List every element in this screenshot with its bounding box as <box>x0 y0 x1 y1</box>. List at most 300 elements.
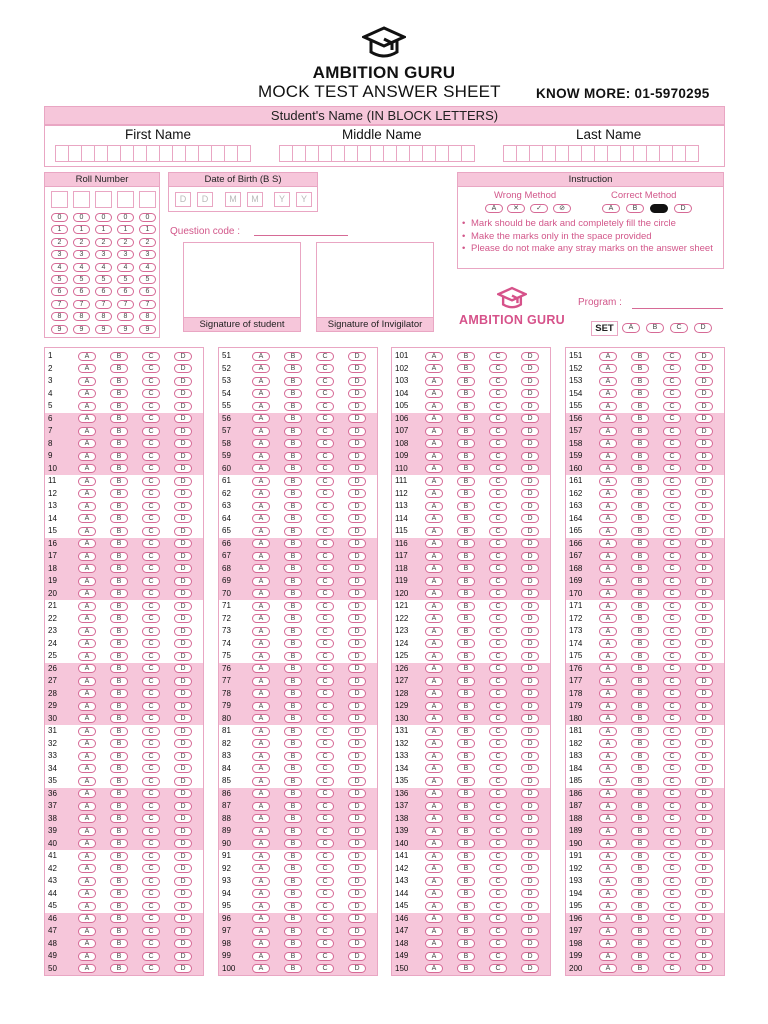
option-a-bubble[interactable]: A <box>425 614 443 623</box>
option-a-bubble[interactable]: A <box>599 389 617 398</box>
option-b-bubble[interactable]: B <box>284 752 302 761</box>
option-b-bubble[interactable]: B <box>457 514 475 523</box>
option-b-bubble[interactable]: B <box>457 939 475 948</box>
option-c-bubble[interactable]: C <box>489 752 507 761</box>
option-b-bubble[interactable]: B <box>631 689 649 698</box>
option-d-bubble[interactable]: D <box>348 939 366 948</box>
option-c-bubble[interactable]: C <box>142 639 160 648</box>
option-a-bubble[interactable]: A <box>252 964 270 973</box>
option-d-bubble[interactable]: D <box>695 489 713 498</box>
option-d-bubble[interactable]: D <box>348 802 366 811</box>
option-c-bubble[interactable]: C <box>316 739 334 748</box>
option-c-bubble[interactable]: C <box>663 702 681 711</box>
option-b-bubble[interactable]: B <box>284 577 302 586</box>
option-a-bubble[interactable]: A <box>78 827 96 836</box>
option-a-bubble[interactable]: A <box>252 427 270 436</box>
option-a-bubble[interactable]: A <box>252 389 270 398</box>
option-b-bubble[interactable]: B <box>457 852 475 861</box>
option-c-bubble[interactable]: C <box>142 889 160 898</box>
option-b-bubble[interactable]: B <box>110 677 128 686</box>
option-d-bubble[interactable]: D <box>521 739 539 748</box>
option-a-bubble[interactable]: A <box>425 739 443 748</box>
letter-box[interactable] <box>107 145 121 162</box>
option-c-bubble[interactable]: C <box>316 377 334 386</box>
option-a-bubble[interactable]: A <box>78 664 96 673</box>
option-a-bubble[interactable]: A <box>78 577 96 586</box>
option-d-bubble[interactable]: D <box>174 452 192 461</box>
option-b-bubble[interactable]: B <box>457 439 475 448</box>
option-b-bubble[interactable]: B <box>110 689 128 698</box>
option-d-bubble[interactable]: D <box>521 852 539 861</box>
option-b-bubble[interactable]: B <box>110 927 128 936</box>
option-d-bubble[interactable]: D <box>695 964 713 973</box>
option-c-bubble[interactable]: C <box>663 552 681 561</box>
option-c-bubble[interactable]: C <box>663 964 681 973</box>
option-b-bubble[interactable]: B <box>284 727 302 736</box>
option-a-bubble[interactable]: A <box>78 852 96 861</box>
option-c-bubble[interactable]: C <box>142 764 160 773</box>
option-d-bubble[interactable]: D <box>348 552 366 561</box>
roll-digit-bubble[interactable]: 3 <box>51 250 68 259</box>
roll-digit-bubble[interactable]: 3 <box>73 250 90 259</box>
option-a-bubble[interactable]: A <box>252 477 270 486</box>
option-c-bubble[interactable]: C <box>489 377 507 386</box>
option-a-bubble[interactable]: A <box>599 964 617 973</box>
roll-digit-bubble[interactable]: 1 <box>51 225 68 234</box>
option-a-bubble[interactable]: A <box>78 452 96 461</box>
letter-box[interactable] <box>461 145 475 162</box>
letter-box[interactable] <box>685 145 699 162</box>
option-d-bubble[interactable]: D <box>695 739 713 748</box>
option-b-bubble[interactable]: B <box>457 889 475 898</box>
option-a-bubble[interactable]: A <box>599 514 617 523</box>
option-d-bubble[interactable]: D <box>174 502 192 511</box>
option-d-bubble[interactable]: D <box>174 614 192 623</box>
option-d-bubble[interactable]: D <box>695 627 713 636</box>
option-c-bubble[interactable]: C <box>489 677 507 686</box>
option-a-bubble[interactable]: A <box>425 602 443 611</box>
option-b-bubble[interactable]: B <box>284 764 302 773</box>
option-d-bubble[interactable]: D <box>174 589 192 598</box>
option-a-bubble[interactable]: A <box>425 752 443 761</box>
option-c-bubble[interactable]: C <box>663 927 681 936</box>
option-d-bubble[interactable]: D <box>521 902 539 911</box>
option-b-bubble[interactable]: B <box>284 627 302 636</box>
roll-digit-bubble[interactable]: 5 <box>139 275 156 284</box>
option-b-bubble[interactable]: B <box>284 677 302 686</box>
option-b-bubble[interactable]: B <box>457 964 475 973</box>
option-d-bubble[interactable]: D <box>695 639 713 648</box>
option-d-bubble[interactable]: D <box>695 939 713 948</box>
option-c-bubble[interactable]: C <box>142 914 160 923</box>
option-a-bubble[interactable]: A <box>425 727 443 736</box>
option-b-bubble[interactable]: B <box>284 789 302 798</box>
option-a-bubble[interactable]: A <box>599 864 617 873</box>
letter-box[interactable] <box>344 145 358 162</box>
option-c-bubble[interactable]: C <box>316 777 334 786</box>
option-d-bubble[interactable]: D <box>521 377 539 386</box>
option-d-bubble[interactable]: D <box>695 589 713 598</box>
option-c-bubble[interactable]: C <box>489 902 507 911</box>
option-b-bubble[interactable]: B <box>457 352 475 361</box>
option-d-bubble[interactable]: D <box>348 527 366 536</box>
option-c-bubble[interactable]: C <box>489 464 507 473</box>
option-a-bubble[interactable]: A <box>425 514 443 523</box>
option-a-bubble[interactable]: A <box>425 689 443 698</box>
option-a-bubble[interactable]: A <box>252 364 270 373</box>
option-d-bubble[interactable]: D <box>521 677 539 686</box>
option-a-bubble[interactable]: A <box>599 752 617 761</box>
option-c-bubble[interactable]: C <box>489 539 507 548</box>
option-c-bubble[interactable]: C <box>316 877 334 886</box>
option-d-bubble[interactable]: D <box>521 702 539 711</box>
option-b-bubble[interactable]: B <box>284 652 302 661</box>
option-b-bubble[interactable]: B <box>631 414 649 423</box>
option-a-bubble[interactable]: A <box>252 652 270 661</box>
roll-digit-bubble[interactable]: 7 <box>51 300 68 309</box>
option-c-bubble[interactable]: C <box>316 852 334 861</box>
option-b-bubble[interactable]: B <box>631 389 649 398</box>
option-a-bubble[interactable]: A <box>425 814 443 823</box>
option-b-bubble[interactable]: B <box>284 489 302 498</box>
option-c-bubble[interactable]: C <box>142 852 160 861</box>
question-code-field[interactable] <box>254 235 348 236</box>
option-b-bubble[interactable]: B <box>631 577 649 586</box>
letter-box[interactable] <box>331 145 345 162</box>
option-c-bubble[interactable]: C <box>316 552 334 561</box>
option-a-bubble[interactable]: A <box>599 827 617 836</box>
option-a-bubble[interactable]: A <box>425 589 443 598</box>
option-c-bubble[interactable]: C <box>316 814 334 823</box>
option-a-bubble[interactable]: A <box>425 627 443 636</box>
option-d-bubble[interactable]: D <box>695 664 713 673</box>
option-c-bubble[interactable]: C <box>142 564 160 573</box>
dob-digit-box[interactable]: M <box>247 192 263 207</box>
option-d-bubble[interactable]: D <box>695 952 713 961</box>
roll-digit-bubble[interactable]: 8 <box>95 312 112 321</box>
option-a-bubble[interactable]: A <box>599 939 617 948</box>
option-b-bubble[interactable]: B <box>110 764 128 773</box>
option-a-bubble[interactable]: A <box>252 889 270 898</box>
option-d-bubble[interactable]: D <box>174 677 192 686</box>
option-b-bubble[interactable]: B <box>284 602 302 611</box>
letter-box[interactable] <box>607 145 621 162</box>
first-name-boxes[interactable] <box>55 145 250 162</box>
roll-digit-bubble[interactable]: 2 <box>139 238 156 247</box>
set-option-c[interactable]: C <box>670 323 688 333</box>
option-b-bubble[interactable]: B <box>110 502 128 511</box>
option-b-bubble[interactable]: B <box>457 877 475 886</box>
option-c-bubble[interactable]: C <box>489 614 507 623</box>
option-c-bubble[interactable]: C <box>489 702 507 711</box>
option-b-bubble[interactable]: B <box>631 914 649 923</box>
option-c-bubble[interactable]: C <box>663 539 681 548</box>
letter-box[interactable] <box>503 145 517 162</box>
option-d-bubble[interactable]: D <box>348 964 366 973</box>
option-a-bubble[interactable]: A <box>599 364 617 373</box>
option-b-bubble[interactable]: B <box>457 564 475 573</box>
option-b-bubble[interactable]: B <box>457 464 475 473</box>
letter-box[interactable] <box>396 145 410 162</box>
letter-box[interactable] <box>409 145 423 162</box>
option-a-bubble[interactable]: A <box>425 927 443 936</box>
option-b-bubble[interactable]: B <box>110 889 128 898</box>
option-a-bubble[interactable]: A <box>252 852 270 861</box>
letter-box[interactable] <box>159 145 173 162</box>
option-d-bubble[interactable]: D <box>521 614 539 623</box>
option-b-bubble[interactable]: B <box>631 514 649 523</box>
option-b-bubble[interactable]: B <box>631 602 649 611</box>
option-a-bubble[interactable]: A <box>252 414 270 423</box>
option-d-bubble[interactable]: D <box>174 939 192 948</box>
option-a-bubble[interactable]: A <box>252 614 270 623</box>
option-a-bubble[interactable]: A <box>425 452 443 461</box>
option-a-bubble[interactable]: A <box>252 702 270 711</box>
option-c-bubble[interactable]: C <box>489 627 507 636</box>
option-a-bubble[interactable]: A <box>599 477 617 486</box>
option-a-bubble[interactable]: A <box>78 477 96 486</box>
option-b-bubble[interactable]: B <box>284 414 302 423</box>
option-d-bubble[interactable]: D <box>348 914 366 923</box>
roll-digit-bubble[interactable]: 5 <box>51 275 68 284</box>
option-c-bubble[interactable]: C <box>142 552 160 561</box>
option-c-bubble[interactable]: C <box>316 764 334 773</box>
option-a-bubble[interactable]: A <box>425 577 443 586</box>
option-c-bubble[interactable]: C <box>142 389 160 398</box>
option-d-bubble[interactable]: D <box>695 427 713 436</box>
option-d-bubble[interactable]: D <box>348 564 366 573</box>
option-a-bubble[interactable]: A <box>78 589 96 598</box>
option-a-bubble[interactable]: A <box>252 639 270 648</box>
option-b-bubble[interactable]: B <box>631 552 649 561</box>
option-d-bubble[interactable]: D <box>695 777 713 786</box>
option-b-bubble[interactable]: B <box>631 739 649 748</box>
option-a-bubble[interactable]: A <box>599 352 617 361</box>
option-d-bubble[interactable]: D <box>348 502 366 511</box>
option-a-bubble[interactable]: A <box>78 364 96 373</box>
option-a-bubble[interactable]: A <box>78 889 96 898</box>
option-d-bubble[interactable]: D <box>521 952 539 961</box>
option-a-bubble[interactable]: A <box>78 564 96 573</box>
option-d-bubble[interactable]: D <box>174 427 192 436</box>
option-b-bubble[interactable]: B <box>110 402 128 411</box>
option-c-bubble[interactable]: C <box>142 464 160 473</box>
option-c-bubble[interactable]: C <box>663 864 681 873</box>
option-b-bubble[interactable]: B <box>110 714 128 723</box>
letter-box[interactable] <box>198 145 212 162</box>
option-a-bubble[interactable]: A <box>599 489 617 498</box>
option-a-bubble[interactable]: A <box>78 927 96 936</box>
option-a-bubble[interactable]: A <box>425 377 443 386</box>
option-c-bubble[interactable]: C <box>663 652 681 661</box>
option-a-bubble[interactable]: A <box>78 702 96 711</box>
option-c-bubble[interactable]: C <box>663 464 681 473</box>
roll-digit-bubble[interactable]: 4 <box>117 263 134 272</box>
option-b-bubble[interactable]: B <box>110 802 128 811</box>
option-d-bubble[interactable]: D <box>348 614 366 623</box>
option-b-bubble[interactable]: B <box>631 964 649 973</box>
option-d-bubble[interactable]: D <box>521 477 539 486</box>
option-c-bubble[interactable]: C <box>489 639 507 648</box>
option-c-bubble[interactable]: C <box>663 427 681 436</box>
option-d-bubble[interactable]: D <box>348 539 366 548</box>
middle-name-boxes[interactable] <box>279 145 474 162</box>
set-option-b[interactable]: B <box>646 323 664 333</box>
option-b-bubble[interactable]: B <box>631 377 649 386</box>
option-d-bubble[interactable]: D <box>521 889 539 898</box>
option-b-bubble[interactable]: B <box>631 364 649 373</box>
letter-box[interactable] <box>224 145 238 162</box>
option-b-bubble[interactable]: B <box>284 614 302 623</box>
option-d-bubble[interactable]: D <box>174 389 192 398</box>
option-d-bubble[interactable]: D <box>695 452 713 461</box>
option-d-bubble[interactable]: D <box>695 914 713 923</box>
option-a-bubble[interactable]: A <box>425 564 443 573</box>
option-c-bubble[interactable]: C <box>316 452 334 461</box>
option-b-bubble[interactable]: B <box>284 477 302 486</box>
option-b-bubble[interactable]: B <box>457 727 475 736</box>
option-a-bubble[interactable]: A <box>78 814 96 823</box>
roll-digit-bubble[interactable]: 5 <box>73 275 90 284</box>
option-d-bubble[interactable]: D <box>521 727 539 736</box>
option-d-bubble[interactable]: D <box>348 627 366 636</box>
option-d-bubble[interactable]: D <box>521 764 539 773</box>
option-c-bubble[interactable]: C <box>489 352 507 361</box>
option-b-bubble[interactable]: B <box>631 902 649 911</box>
roll-digit-bubble[interactable]: 6 <box>95 287 112 296</box>
option-d-bubble[interactable]: D <box>348 677 366 686</box>
option-c-bubble[interactable]: C <box>489 964 507 973</box>
option-d-bubble[interactable]: D <box>348 777 366 786</box>
option-c-bubble[interactable]: C <box>142 727 160 736</box>
option-b-bubble[interactable]: B <box>110 489 128 498</box>
option-c-bubble[interactable]: C <box>489 714 507 723</box>
roll-digit-bubble[interactable]: 0 <box>73 213 90 222</box>
roll-digit-box[interactable] <box>117 191 134 208</box>
option-d-bubble[interactable]: D <box>174 639 192 648</box>
option-c-bubble[interactable]: C <box>489 552 507 561</box>
option-d-bubble[interactable]: D <box>521 564 539 573</box>
option-a-bubble[interactable]: A <box>252 877 270 886</box>
option-c-bubble[interactable]: C <box>489 864 507 873</box>
option-d-bubble[interactable]: D <box>348 402 366 411</box>
option-a-bubble[interactable]: A <box>78 727 96 736</box>
option-a-bubble[interactable]: A <box>599 627 617 636</box>
option-b-bubble[interactable]: B <box>631 852 649 861</box>
option-a-bubble[interactable]: A <box>252 927 270 936</box>
option-a-bubble[interactable]: A <box>78 802 96 811</box>
option-c-bubble[interactable]: C <box>316 927 334 936</box>
option-c-bubble[interactable]: C <box>316 652 334 661</box>
option-c-bubble[interactable]: C <box>316 677 334 686</box>
option-d-bubble[interactable]: D <box>521 352 539 361</box>
option-a-bubble[interactable]: A <box>78 752 96 761</box>
option-d-bubble[interactable]: D <box>348 814 366 823</box>
option-c-bubble[interactable]: C <box>142 664 160 673</box>
option-c-bubble[interactable]: C <box>489 489 507 498</box>
option-a-bubble[interactable]: A <box>78 864 96 873</box>
option-c-bubble[interactable]: C <box>142 789 160 798</box>
option-a-bubble[interactable]: A <box>252 527 270 536</box>
option-c-bubble[interactable]: C <box>663 389 681 398</box>
option-c-bubble[interactable]: C <box>316 477 334 486</box>
option-b-bubble[interactable]: B <box>457 627 475 636</box>
option-a-bubble[interactable]: A <box>252 727 270 736</box>
option-b-bubble[interactable]: B <box>284 864 302 873</box>
roll-digit-bubble[interactable]: 0 <box>95 213 112 222</box>
roll-digit-bubble[interactable]: 7 <box>73 300 90 309</box>
option-a-bubble[interactable]: A <box>599 714 617 723</box>
option-a-bubble[interactable]: A <box>425 889 443 898</box>
letter-box[interactable] <box>279 145 293 162</box>
option-b-bubble[interactable]: B <box>284 714 302 723</box>
option-b-bubble[interactable]: B <box>110 527 128 536</box>
option-a-bubble[interactable]: A <box>425 427 443 436</box>
option-c-bubble[interactable]: C <box>142 539 160 548</box>
option-a-bubble[interactable]: A <box>599 402 617 411</box>
option-c-bubble[interactable]: C <box>142 402 160 411</box>
option-a-bubble[interactable]: A <box>599 552 617 561</box>
option-a-bubble[interactable]: A <box>425 714 443 723</box>
roll-digit-bubble[interactable]: 0 <box>139 213 156 222</box>
option-d-bubble[interactable]: D <box>695 827 713 836</box>
letter-box[interactable] <box>292 145 306 162</box>
option-a-bubble[interactable]: A <box>599 877 617 886</box>
option-d-bubble[interactable]: D <box>695 802 713 811</box>
option-d-bubble[interactable]: D <box>521 914 539 923</box>
option-d-bubble[interactable]: D <box>174 914 192 923</box>
roll-digit-bubble[interactable]: 1 <box>117 225 134 234</box>
option-d-bubble[interactable]: D <box>174 539 192 548</box>
option-b-bubble[interactable]: B <box>284 502 302 511</box>
option-d-bubble[interactable]: D <box>174 702 192 711</box>
option-c-bubble[interactable]: C <box>316 489 334 498</box>
option-d-bubble[interactable]: D <box>521 689 539 698</box>
option-c-bubble[interactable]: C <box>142 902 160 911</box>
option-d-bubble[interactable]: D <box>521 652 539 661</box>
option-a-bubble[interactable]: A <box>425 489 443 498</box>
option-d-bubble[interactable]: D <box>348 639 366 648</box>
option-b-bubble[interactable]: B <box>631 702 649 711</box>
option-a-bubble[interactable]: A <box>599 802 617 811</box>
option-d-bubble[interactable]: D <box>695 602 713 611</box>
option-a-bubble[interactable]: A <box>78 377 96 386</box>
option-c-bubble[interactable]: C <box>489 789 507 798</box>
option-b-bubble[interactable]: B <box>284 802 302 811</box>
letter-box[interactable] <box>435 145 449 162</box>
option-d-bubble[interactable]: D <box>348 702 366 711</box>
option-b-bubble[interactable]: B <box>284 914 302 923</box>
option-c-bubble[interactable]: C <box>489 827 507 836</box>
option-d-bubble[interactable]: D <box>174 752 192 761</box>
option-b-bubble[interactable]: B <box>457 602 475 611</box>
option-b-bubble[interactable]: B <box>457 527 475 536</box>
option-c-bubble[interactable]: C <box>489 389 507 398</box>
option-c-bubble[interactable]: C <box>663 414 681 423</box>
option-b-bubble[interactable]: B <box>631 802 649 811</box>
option-d-bubble[interactable]: D <box>174 777 192 786</box>
option-d-bubble[interactable]: D <box>521 927 539 936</box>
option-b-bubble[interactable]: B <box>457 827 475 836</box>
option-d-bubble[interactable]: D <box>174 402 192 411</box>
option-d-bubble[interactable]: D <box>174 814 192 823</box>
option-b-bubble[interactable]: B <box>110 952 128 961</box>
option-d-bubble[interactable]: D <box>174 514 192 523</box>
option-d-bubble[interactable]: D <box>174 464 192 473</box>
option-a-bubble[interactable]: A <box>78 614 96 623</box>
option-c-bubble[interactable]: C <box>489 477 507 486</box>
option-a-bubble[interactable]: A <box>252 864 270 873</box>
